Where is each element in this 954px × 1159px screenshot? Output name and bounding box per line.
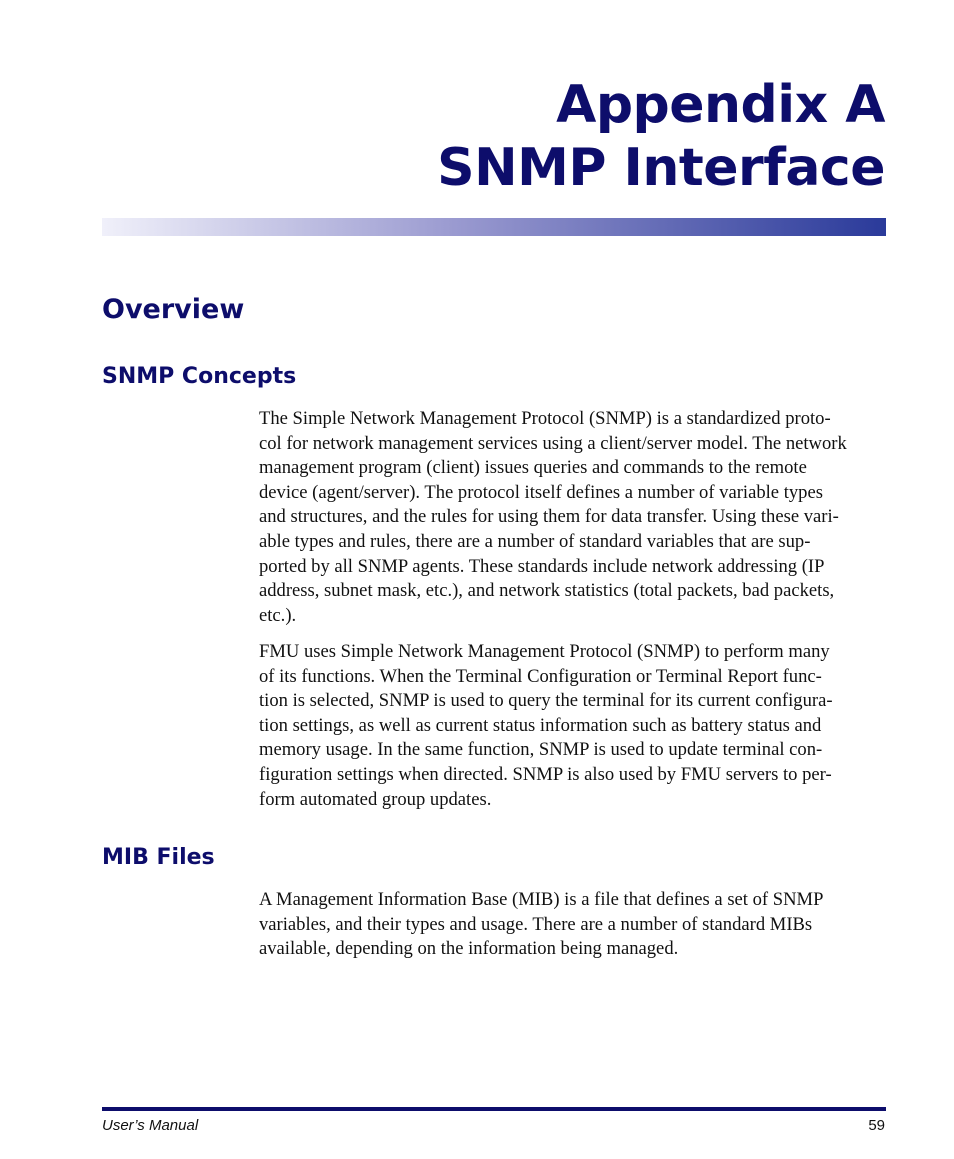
chapter-title-line-1: Appendix A: [556, 75, 885, 135]
text-line: management program (client) issues queries and commands to the remote: [259, 457, 807, 479]
subsection-heading-snmp-concepts: SNMP Concepts: [102, 364, 297, 389]
footer-rule: [102, 1107, 886, 1111]
text-line: memory usage. In the same function, SNMP is used to update terminal con-: [259, 739, 823, 761]
text-line: etc.).: [259, 604, 297, 626]
chapter-title-line-2: SNMP Interface: [437, 138, 885, 198]
text-line: tion is selected, SNMP is used to query the terminal for its current configura-: [259, 690, 833, 712]
paragraph-snmp-concepts-2: [259, 640, 884, 812]
text-line: A Management Information Base (MIB) is a file that defines a set of SNMP: [259, 889, 824, 910]
section-heading-overview: Overview: [102, 294, 245, 325]
footer-page-number: 59: [868, 1117, 885, 1134]
text-line: The Simple Network Management Protocol (SNMP) is a standardized proto-: [259, 408, 831, 429]
text-line: available, depending on the information being managed.: [259, 938, 679, 960]
text-line: form automated group updates.: [259, 788, 492, 810]
chapter-title: [125, 74, 885, 200]
text-line: variables, and their types and usage. There are a number of standard MIBs: [259, 913, 813, 935]
subsection-heading-mib-files: MIB Files: [102, 845, 215, 870]
text-line: tion settings, as well as current status information such as battery status and: [259, 714, 822, 736]
text-line: ported by all SNMP agents. These standards include network addressing (IP: [259, 555, 825, 577]
paragraph-snmp-concepts-1: [259, 407, 884, 628]
text-line: device (agent/server). The protocol itself defines a number of variable types: [259, 481, 823, 503]
text-line: and structures, and the rules for using them for data transfer. Using these vari-: [259, 506, 839, 528]
text-line: FMU uses Simple Network Management Protocol (SNMP) to perform many: [259, 641, 830, 662]
paragraph-mib-files-1: [259, 888, 884, 962]
text-line: able types and rules, there are a number of standard variables that are sup-: [259, 530, 811, 552]
text-line: of its functions. When the Terminal Configuration or Terminal Report func-: [259, 665, 822, 687]
title-gradient-bar: [102, 218, 886, 236]
text-line: figuration settings when directed. SNMP is also used by FMU servers to per-: [259, 763, 832, 785]
text-line: address, subnet mask, etc.), and network statistics (total packets, bad packets,: [259, 580, 835, 602]
text-line: col for network management services using a client/server model. The network: [259, 432, 847, 454]
footer-manual-title: User’s Manual: [102, 1117, 199, 1134]
